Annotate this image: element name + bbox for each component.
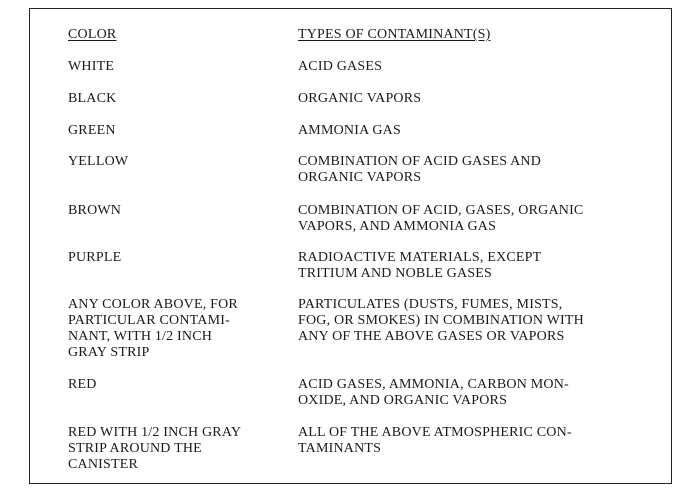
table-border [29, 8, 672, 484]
row-color: RED WITH 1/2 INCH GRAY STRIP AROUND THE CANISTER [68, 425, 242, 472]
row-color: BROWN [68, 203, 122, 218]
row-color: BLACK [68, 91, 117, 106]
row-types: RADIOACTIVE MATERIALS, EXCEPT TRITIUM AND NOBLE GASES [298, 250, 542, 281]
row-color: GREEN [68, 123, 116, 138]
header-types: TYPES OF CONTAMINANT(S) [298, 27, 491, 42]
row-types: ORGANIC VAPORS [298, 91, 422, 106]
row-color: ANY COLOR ABOVE, FOR PARTICULAR CONTAMI- NANT, WITH 1/2 INCH GRAY STRIP [68, 297, 238, 360]
row-color: YELLOW [68, 154, 129, 169]
row-types: COMBINATION OF ACID GASES AND ORGANIC VAPORS [298, 154, 542, 185]
row-color: RED [68, 377, 97, 392]
row-types: ACID GASES, AMMONIA, CARBON MON- OXIDE, AND ORGANIC VAPORS [298, 377, 569, 408]
row-color: PURPLE [68, 250, 122, 265]
row-types: AMMONIA GAS [298, 123, 401, 138]
header-color: COLOR [68, 27, 117, 42]
row-color: WHITE [68, 59, 115, 74]
row-types: PARTICULATES (DUSTS, FUMES, MISTS, FOG, OR SMOKES) IN COMBINATION WITH ANY OF THE ABOVE GASES OR VAPORS [298, 297, 584, 344]
row-types: ACID GASES [298, 59, 383, 74]
row-types: COMBINATION OF ACID, GASES, ORGANIC VAPORS, AND AMMONIA GAS [298, 203, 584, 234]
row-types: ALL OF THE ABOVE ATMOSPHERIC CON- TAMINANTS [298, 425, 572, 456]
